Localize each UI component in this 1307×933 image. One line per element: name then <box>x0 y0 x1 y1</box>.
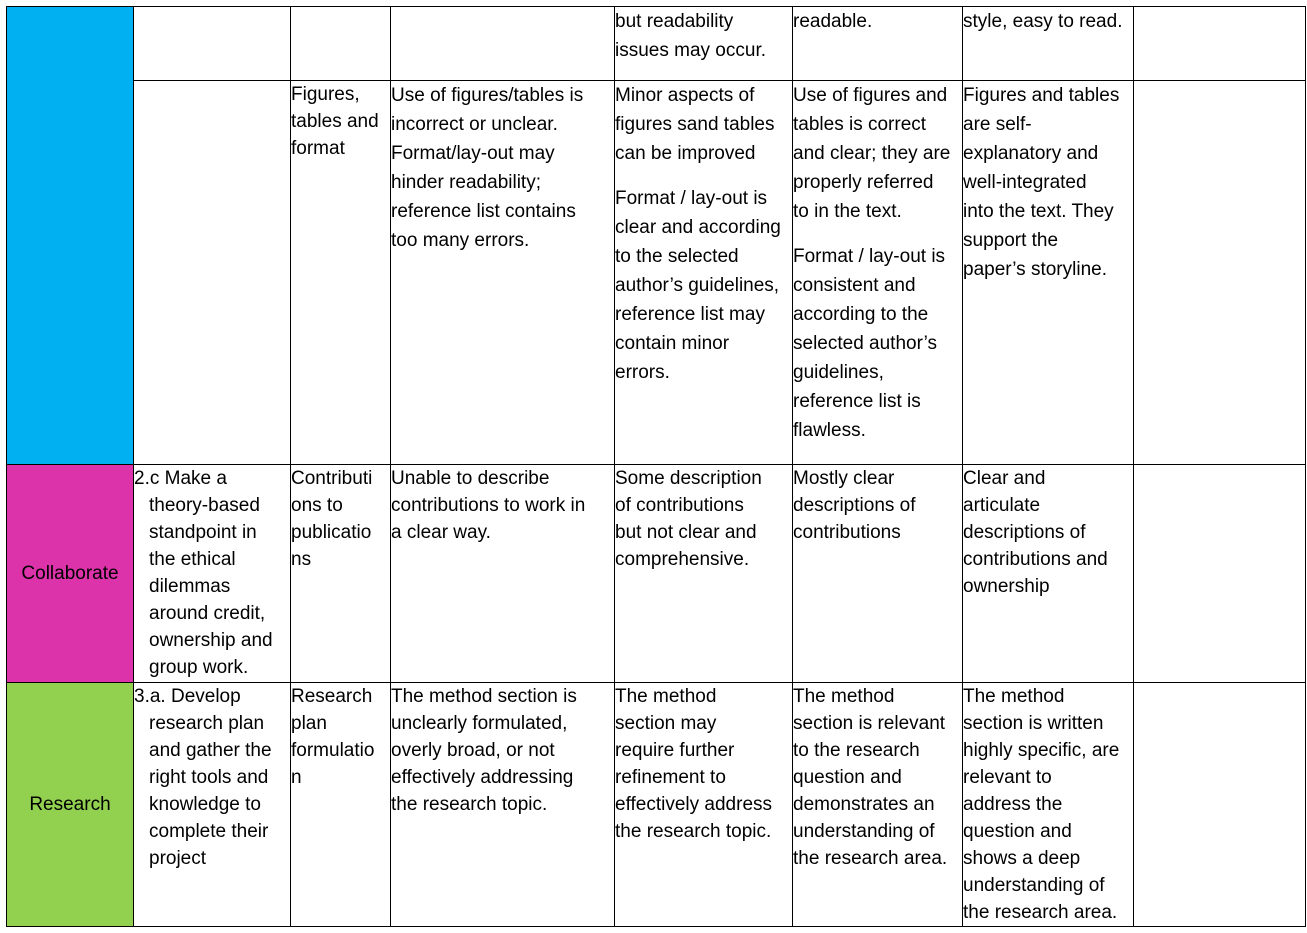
level-1-text: Format/lay-out may hinder readability; reference list contains too many errors. <box>391 143 576 251</box>
level-2-text: Format / lay-out is clear and according to the selected author’s guidelines, reference list may contain minor errors. <box>615 188 781 383</box>
level-2-text: but readability issues may occur. <box>615 11 766 61</box>
objective-cell <box>134 81 291 465</box>
level-4-cell <box>963 683 1134 927</box>
level-3-cell <box>793 81 963 465</box>
criterion-text: Research plan formulatio n <box>291 686 375 788</box>
level-2-cell <box>615 683 793 927</box>
level-1-text: Unable to describe contributions to work in a clear way. <box>391 468 586 543</box>
rubric-table <box>6 6 1306 927</box>
objective-cell <box>134 683 291 927</box>
level-2-cell <box>615 7 793 81</box>
level-3-text: Format / lay-out is consistent and according to the selected author’s guidelines, reference list is flawless. <box>793 246 946 441</box>
score-cell <box>1134 81 1306 465</box>
level-1-text: The method section is unclearly formulated, overly broad, or not effectively addressing the research topic. <box>391 686 577 815</box>
criterion-text: Figures, tables and format <box>291 84 379 159</box>
objective-text: 2.c Make a theory-based standpoint in the ethical dilemmas around credit, ownership and group work. <box>134 468 273 678</box>
domain-label: Research <box>29 794 111 815</box>
level-2-text: Minor aspects of figures sand tables can be improved <box>615 85 775 164</box>
level-4-text: Clear and articulate descriptions of contributions and ownership <box>963 468 1108 597</box>
domain-cell-research <box>7 683 134 927</box>
level-4-cell <box>963 465 1134 683</box>
criterion-text: Contributi ons to publicatio ns <box>291 468 373 570</box>
level-2-cell <box>615 81 793 465</box>
table-row <box>7 7 1306 81</box>
score-cell <box>1134 683 1306 927</box>
level-4-cell <box>963 7 1134 81</box>
level-1-text: Use of figures/tables is incorrect or unclear. <box>391 85 584 135</box>
level-4-cell <box>963 81 1134 465</box>
level-3-text: The method section is relevant to the research question and demonstrates an understanding of the research area. <box>793 686 948 869</box>
table-row <box>7 683 1306 927</box>
criterion-cell <box>291 7 391 81</box>
level-4-text: Figures and tables are self- explanatory and well-integrated into the text. They support the paper’s storyline. <box>963 85 1120 280</box>
level-2-text: Some description of contributions but not clear and comprehensive. <box>615 468 762 570</box>
level-1-cell <box>391 683 615 927</box>
level-3-cell <box>793 683 963 927</box>
objective-cell <box>134 7 291 81</box>
level-1-cell <box>391 81 615 465</box>
objective-cell <box>134 465 291 683</box>
level-1-cell <box>391 7 615 81</box>
level-1-cell <box>391 465 615 683</box>
level-2-cell <box>615 465 793 683</box>
level-3-cell <box>793 465 963 683</box>
level-4-text: The method section is written highly specific, are relevant to address the question and shows a deep understanding of the research area. <box>963 686 1120 923</box>
level-4-text: style, easy to read. <box>963 11 1123 32</box>
domain-cell-communicate <box>7 7 134 465</box>
level-3-cell <box>793 7 963 81</box>
level-3-text: Use of figures and tables is correct and clear; they are properly referred to in the text. <box>793 85 951 222</box>
domain-cell-collaborate <box>7 465 134 683</box>
objective-text: 3.a. Develop research plan and gather the right tools and knowledge to complete their project <box>134 686 272 869</box>
criterion-cell <box>291 81 391 465</box>
criterion-cell <box>291 683 391 927</box>
table-row <box>7 465 1306 683</box>
level-2-text: The method section may require further refinement to effectively address the research topic. <box>615 686 773 842</box>
score-cell <box>1134 465 1306 683</box>
domain-label: Collaborate <box>21 563 119 584</box>
level-3-text: readable. <box>793 11 873 32</box>
table-row <box>7 81 1306 465</box>
score-cell <box>1134 7 1306 81</box>
criterion-cell <box>291 465 391 683</box>
level-3-text: Mostly clear descriptions of contributions <box>793 468 916 543</box>
